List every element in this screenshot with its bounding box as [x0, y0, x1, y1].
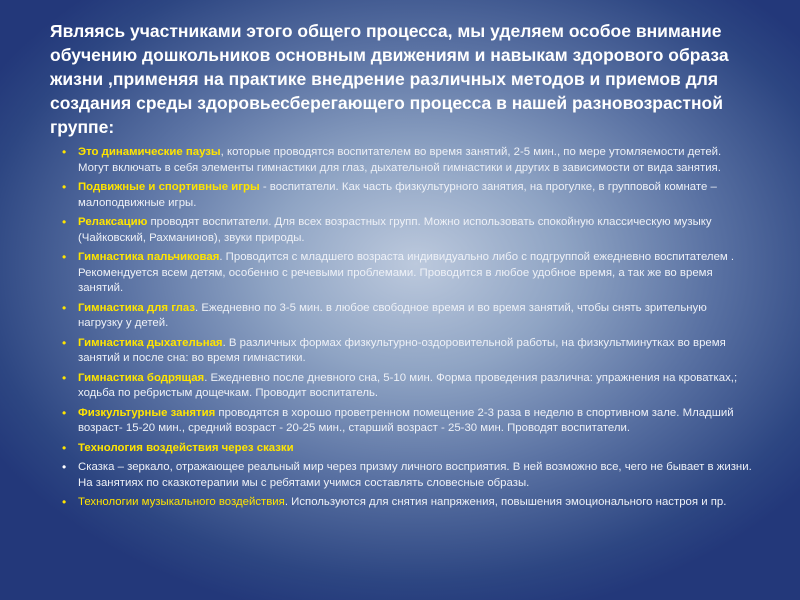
item-text: . Ежедневно после дневного сна, 5-10 мин. Форма проведения различна: упражнения на кроватках,; ходьба по ребристым дощечкам. Проводит воспитатель. [78, 371, 738, 399]
list-item [62, 371, 754, 402]
list-item [62, 336, 754, 367]
bullet-icon: • [62, 145, 67, 159]
bullet-icon: • [62, 300, 67, 315]
item-text: проводятся в хорошо проветренном помещение 2-3 раза в неделю в спортивном зале. Младший возраст- 15-20 мин., средний возраст - 20-25 мин., старший возраст - 25-30 мин. Проводят воспитатели. [78, 406, 734, 434]
bullet-icon: • [62, 215, 67, 229]
item-heading: Подвижные и спортивные игры [78, 181, 260, 193]
list-item [62, 250, 754, 297]
bullet-icon: • [62, 495, 67, 509]
item-heading: Гимнастика для глаз [78, 301, 196, 314]
item-heading: Это динамические паузы [78, 146, 221, 158]
list-item [62, 215, 754, 246]
item-heading: Гимнастика бодрящая [78, 371, 205, 384]
item-heading: Технологии музыкального воздействия [78, 496, 285, 508]
slide-title: Являясь участниками этого общего процесса, мы уделяем особое внимание обучению дошкольников основным движениям и навыкам здорового образа жизни ,применяя на практике внедрение различных методов и приемов для создания среды здоровьесберегающего процесса в нашей разновозрастной группе: [50, 21, 729, 137]
item-text: - воспитатели. Как часть физкультурного занятия, на прогулке, в групповой комнате – малоподвижные игры. [78, 181, 717, 209]
list-item [62, 406, 754, 437]
item-heading: Релаксацию [78, 216, 148, 228]
item-text: , которые проводятся воспитателем во время занятий, 2-5 мин., по мере утомляемости детей. Могут включать в себя элементы гимнастики для глаз, дыхательной гимнастики и других в зависимости от вида занятия. [78, 146, 722, 174]
item-text: проводят воспитатели. Для всех возрастных групп. Можно использовать спокойную классическую музыку (Чайковский, Рахманинов), звуки природы. [78, 216, 712, 244]
bullet-icon: • [62, 440, 67, 455]
bullet-icon: • [62, 405, 67, 420]
list-item [62, 145, 754, 176]
list-item [62, 460, 754, 491]
item-heading: Гимнастика дыхательная [78, 336, 223, 349]
bullet-icon: • [62, 250, 67, 264]
bullet-icon: • [62, 180, 67, 194]
item-heading: Физкультурные занятия [78, 406, 216, 419]
item-text: . Используются для снятия напряжения, повышения эмоционального настроя и пр. [284, 496, 727, 508]
item-text: . Ежедневно по 3-5 мин. в любое свободное время и во время занятий, чтобы снять зрительную нагрузку у детей. [78, 301, 707, 329]
list-item [62, 441, 754, 457]
item-heading: Технология воздействия через сказки [78, 441, 294, 454]
list-item [62, 495, 754, 511]
item-text: Сказка – зеркало, отражающее реальный мир через призму личного восприятия. В ней возможно все, чего не бывает в жизни. На занятиях по сказкотерапии мы с ребятами учимся составлять словесные образы. [78, 461, 752, 489]
item-heading: Гимнастика пальчиковая [78, 251, 220, 263]
item-text: . В различных формах физкультурно-оздоровительной работы, на физкультминутках во время занятий и после сна: во время гимнастики. [78, 336, 726, 364]
bullet-icon: • [62, 460, 67, 474]
list-item [62, 180, 754, 211]
list-item [62, 301, 754, 332]
item-text: . Проводится с младшего возраста индивидуально либо с подгруппой ежедневно воспитателем . Рекомендуется всем детям, особенно с речевыми проблемами. Проводится в любое удобное время, а так же во время занятий. [78, 251, 735, 294]
bullet-list [62, 145, 754, 515]
bullet-icon: • [62, 370, 67, 385]
bullet-icon: • [62, 335, 67, 350]
